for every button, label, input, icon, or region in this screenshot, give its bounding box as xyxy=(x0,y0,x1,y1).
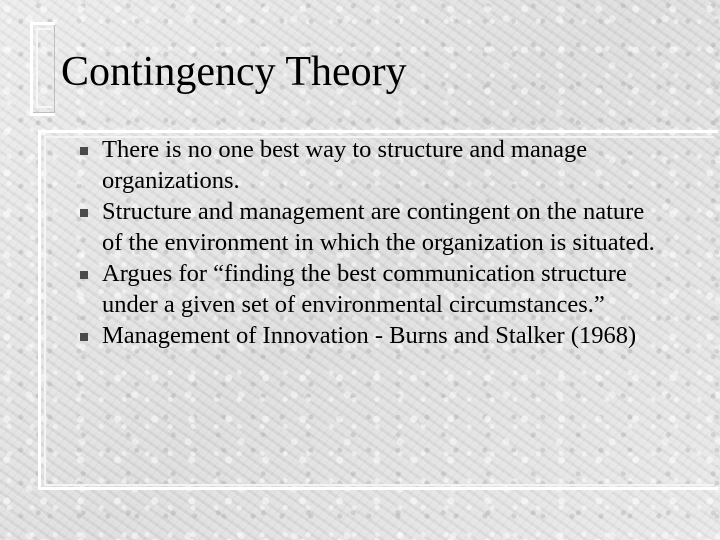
square-bullet-icon xyxy=(80,147,88,155)
bullet-item xyxy=(68,258,668,320)
bullet-text: There is no one best way to structure and manage organizations. xyxy=(102,136,588,194)
bullet-text: Management of Innovation - Burns and Stalker (1968) xyxy=(102,322,637,349)
bullet-list xyxy=(68,134,668,351)
bullet-item xyxy=(68,320,668,351)
bullet-text: Argues for “finding the best communication structure under a given set of environmental circumstances.” xyxy=(102,260,627,318)
square-bullet-icon xyxy=(80,333,88,341)
slide-title: Contingency Theory xyxy=(61,49,407,95)
bullet-text: Structure and management are contingent on the nature of the environment in which the organization is situated. xyxy=(102,198,655,256)
bullet-item xyxy=(68,134,668,196)
square-bullet-icon xyxy=(80,209,88,217)
title-frame-inner-decoration xyxy=(36,28,52,108)
bullet-item xyxy=(68,196,668,258)
square-bullet-icon xyxy=(80,271,88,279)
